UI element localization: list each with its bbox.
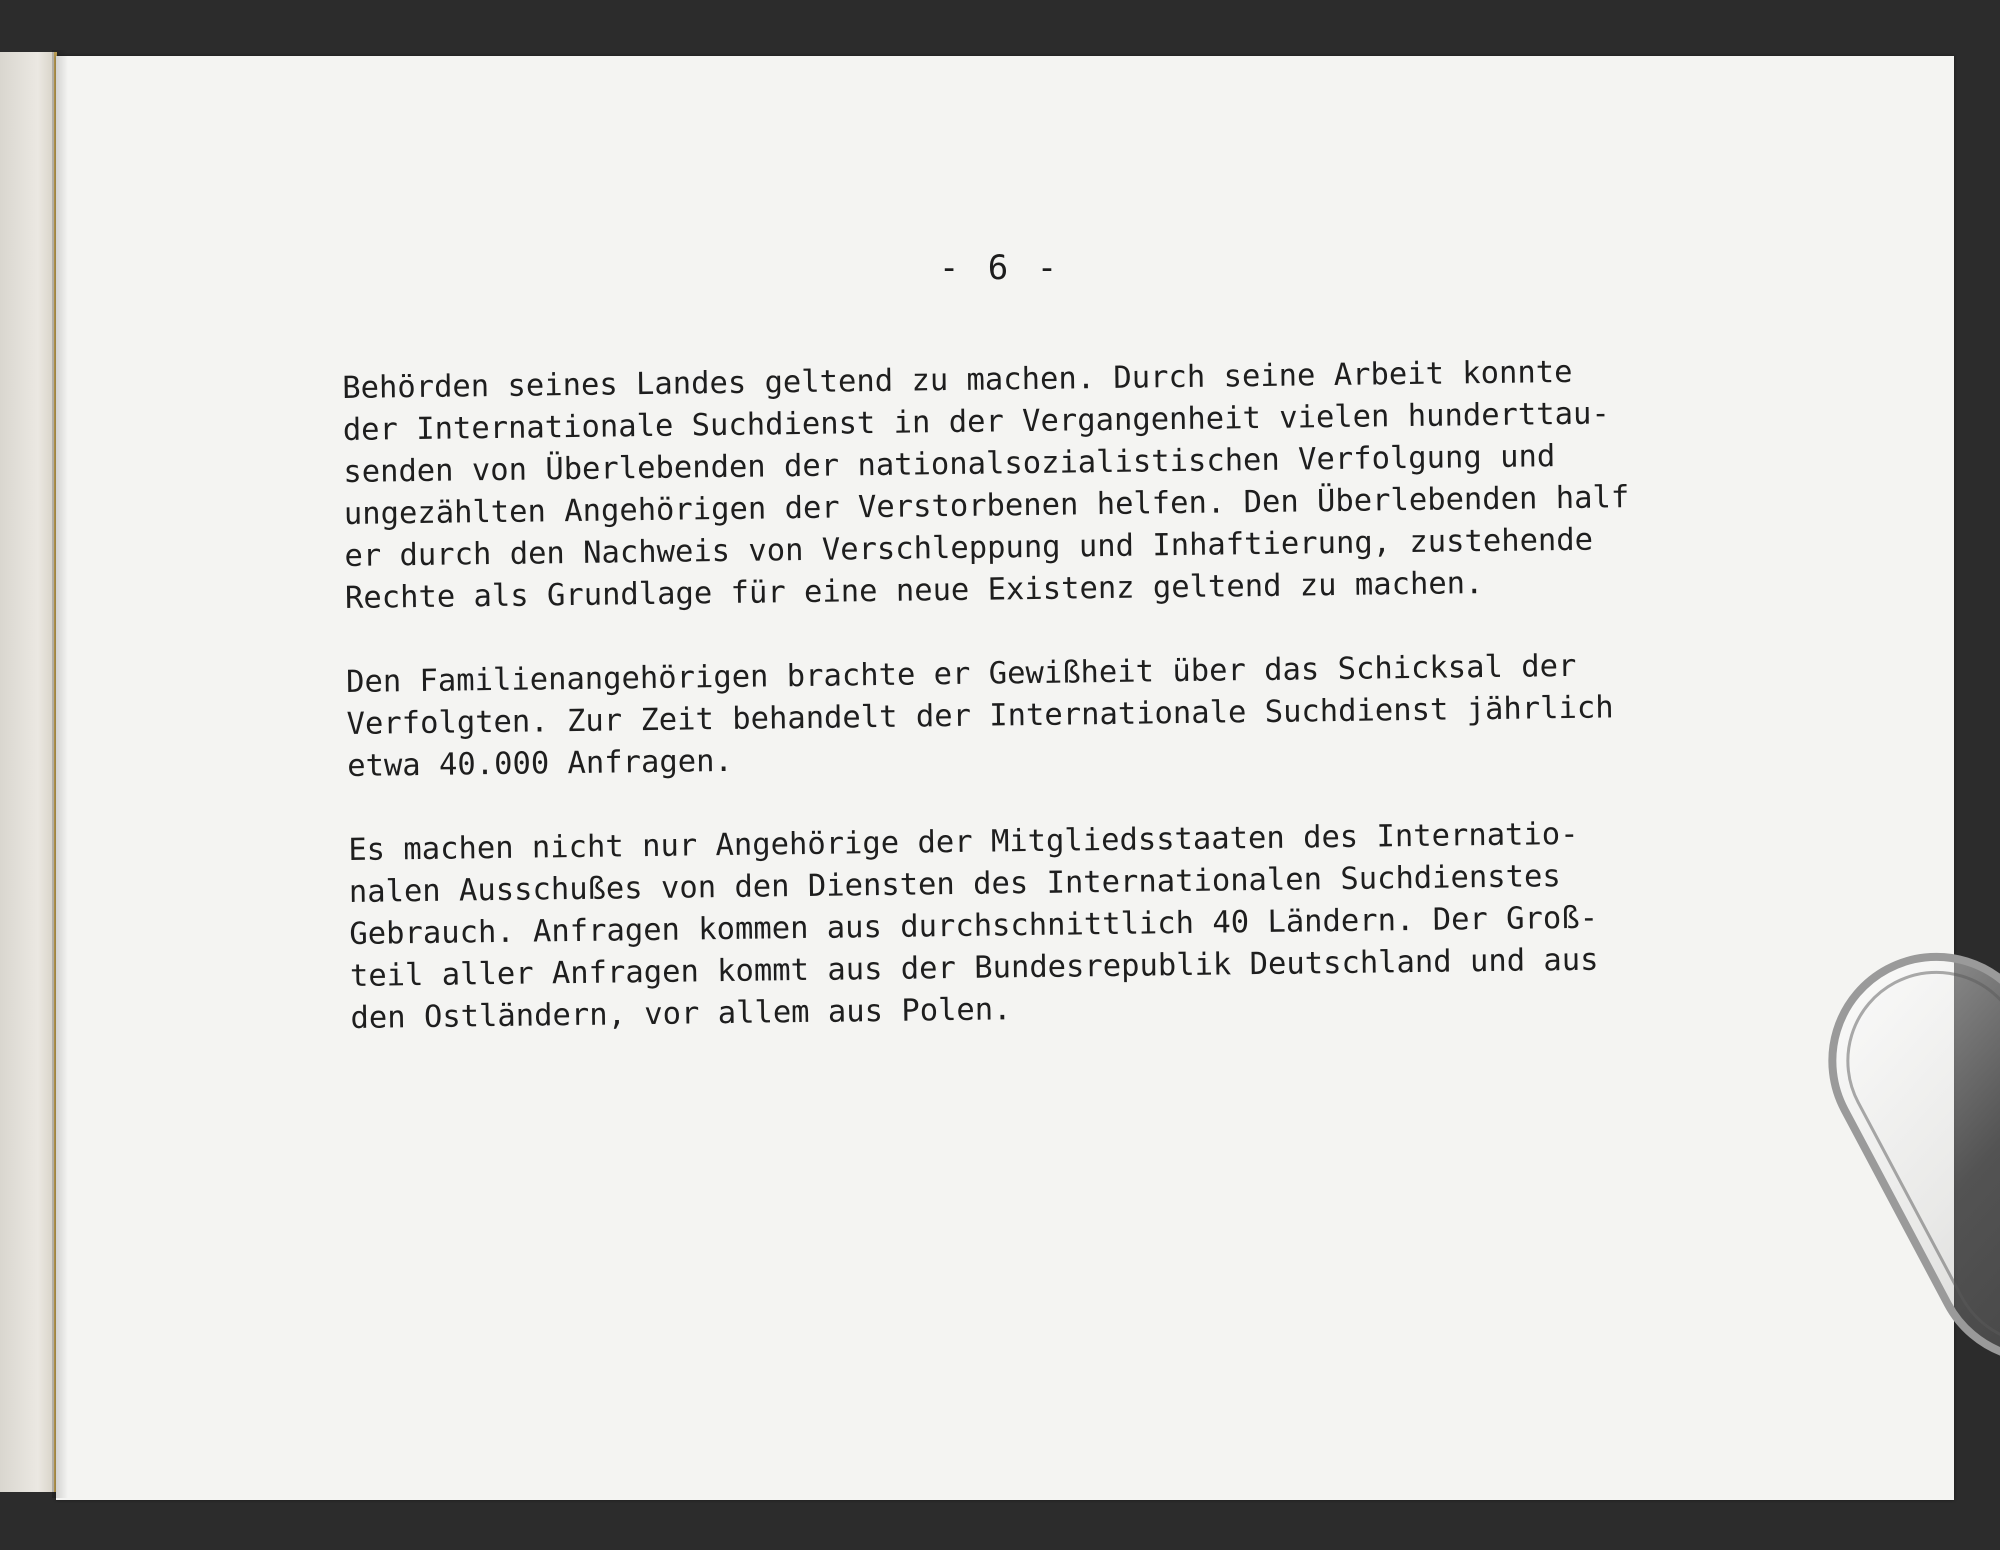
text-line: Rechte als Grundlage für eine neue Existenz geltend zu machen. bbox=[344, 566, 1484, 616]
paragraph-1 bbox=[342, 349, 1785, 620]
text-line: senden von Überlebenden der nationalsozialistischen Verfolgung und bbox=[343, 439, 1556, 490]
text-line: Verfolgten. Zur Zeit behandelt der Internationale Suchdienst jährlich bbox=[346, 690, 1614, 742]
text-line: ungezählten Angehörigen der Verstorbenen helfen. Den Überlebenden half bbox=[343, 480, 1630, 532]
text-line: er durch den Nachweis von Verschleppung und Inhaftierung, zustehende bbox=[344, 522, 1594, 574]
text-line: nalen Ausschußes von den Diensten des Internationalen Suchdienstes bbox=[348, 859, 1561, 910]
paragraph-2 bbox=[346, 643, 1788, 788]
text-line: Es machen nicht nur Angehörige der Mitgliedsstaaten des Internatio- bbox=[348, 816, 1579, 868]
paragraph-3 bbox=[348, 811, 1791, 1040]
text-line: Den Familienangehörigen brachte er Gewißheit über das Schicksal der bbox=[345, 648, 1577, 700]
text-line: Gebrauch. Anfragen kommen aus durchschnittlich 40 Ländern. Der Groß- bbox=[349, 900, 1599, 952]
body-text bbox=[342, 349, 1791, 1082]
text-line: den Ostländern, vor allem aus Polen. bbox=[350, 992, 1012, 1036]
text-line: Behörden seines Landes geltend zu machen. Durch seine Arbeit konnte bbox=[342, 354, 1573, 406]
text-line: etwa 40.000 Anfragen. bbox=[346, 743, 734, 784]
text-line: teil aller Anfragen kommt aus der Bundesrepublik Deutschland und aus bbox=[349, 942, 1599, 994]
page-number: - 6 - bbox=[938, 248, 1062, 288]
text-line: der Internationale Suchdienst in der Vergangenheit vielen hunderttau- bbox=[342, 396, 1610, 448]
